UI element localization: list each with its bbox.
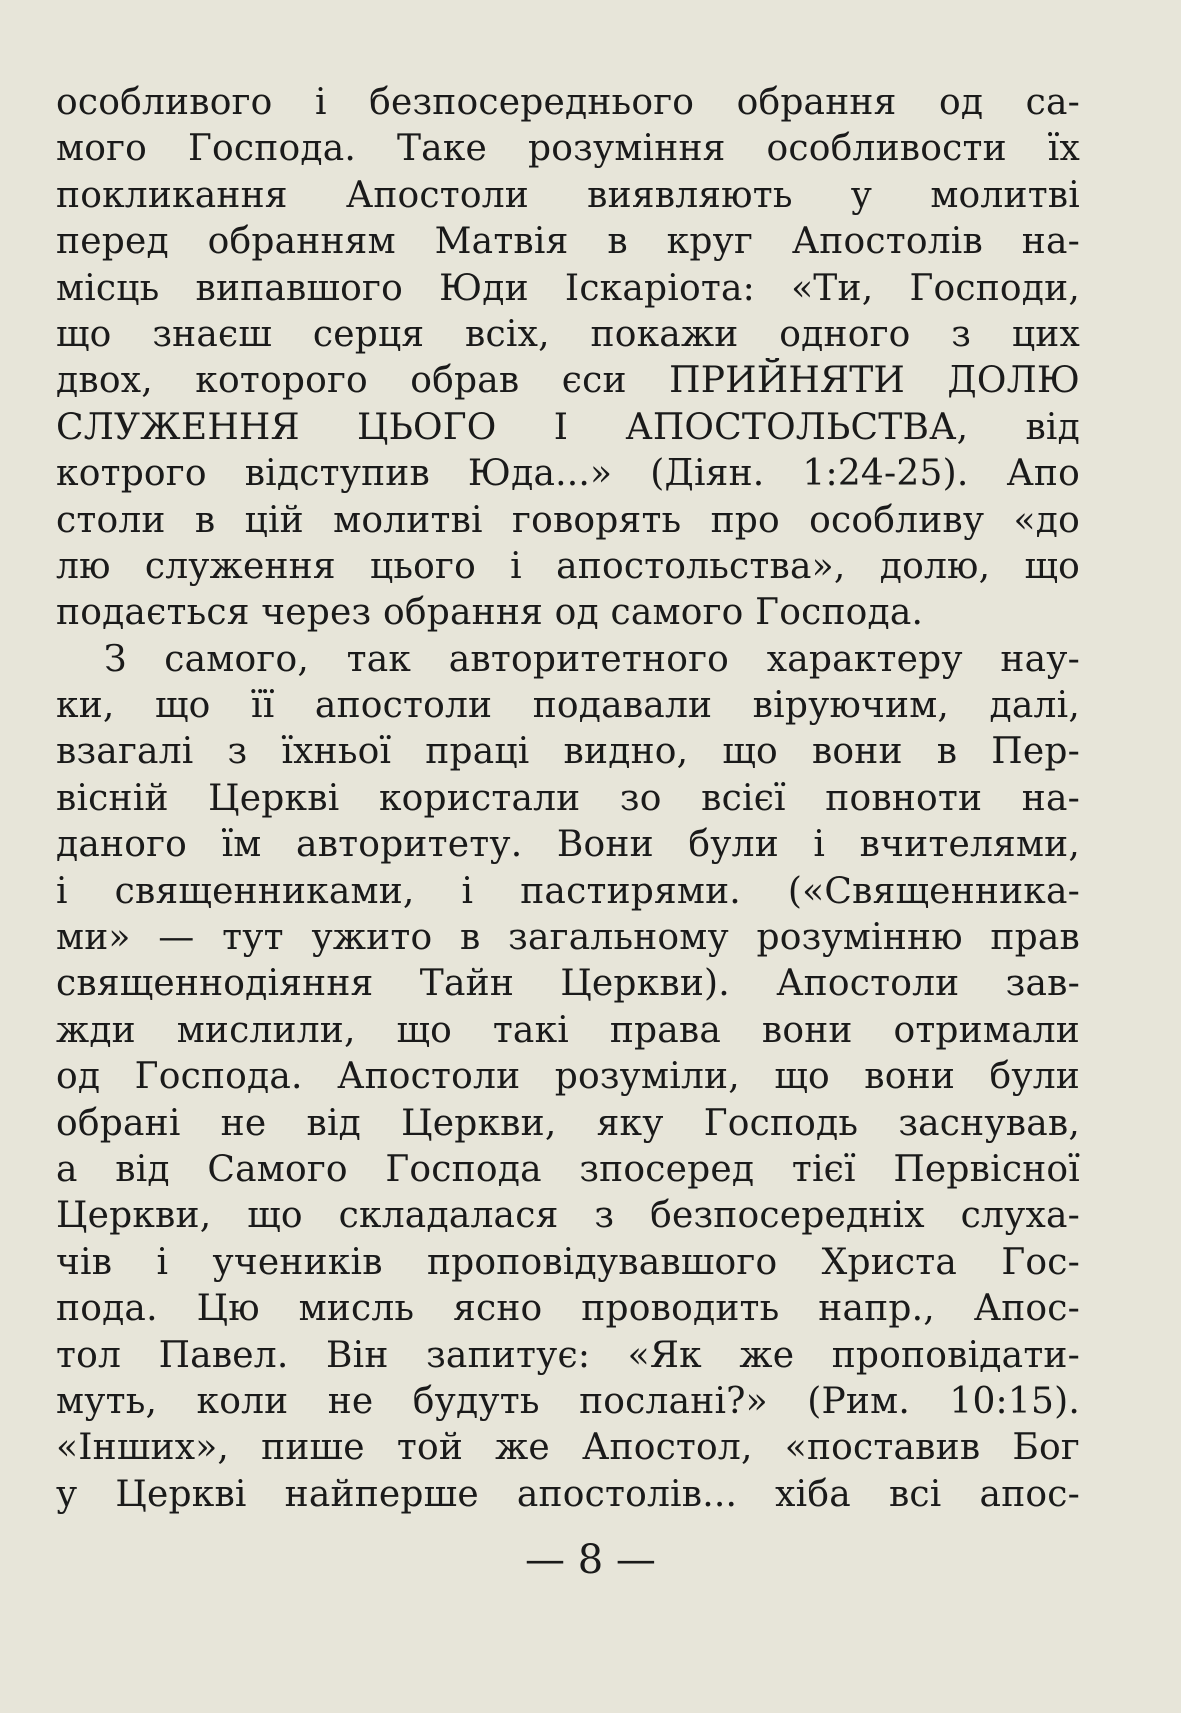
text-line: що знаєш серця всіх, покажи одного з цих <box>56 313 1080 355</box>
text-line: обрані не від Церкви, яку Господь заснував, <box>56 1102 1080 1144</box>
text-line: даного їм авторитету. Вони були і вчителями, <box>56 824 1080 866</box>
text-line: чів і учеників проповідувавшого Христа Гос- <box>56 1241 1080 1283</box>
text-line: мого Господа. Таке розуміння особливости їх <box>56 128 1080 170</box>
text-line: пода. Цю мисль ясно проводить напр., Апос- <box>56 1288 1080 1330</box>
text-line: двох, которого обрав єси ПРИЙНЯТИ ДОЛЮ <box>56 360 1080 402</box>
text-line: муть, коли не будуть послані?» (Рим. 10:15). <box>56 1380 1080 1422</box>
page-number: — 8 — <box>525 1537 656 1583</box>
text-line: тол Павел. Він запитує: «Як же проповідати- <box>56 1334 1080 1376</box>
text-line: столи в цій молитві говорять про особливу «до <box>56 499 1080 541</box>
text-line: у Церкві найперше апостолів... хіба всі апос- <box>56 1473 1080 1515</box>
text-line: З самого, так авторитетного характеру нау- <box>104 638 1080 680</box>
text-line: взагалі з їхньої праці видно, що вони в Пер- <box>56 731 1080 773</box>
text-line: ми» — тут ужито в загальному розумінню прав <box>56 917 1080 959</box>
text-line: од Господа. Апостоли розуміли, що вони були <box>56 1056 1080 1098</box>
text-line: подається через обрання од самого Господа. <box>56 592 924 634</box>
text-line: і священниками, і пастирями. («Священника- <box>56 870 1080 912</box>
text-line: а від Самого Господа зпосеред тієї Первісної <box>56 1148 1080 1190</box>
text-line: особливого і безпосереднього обрання од са- <box>56 82 1080 123</box>
text-line: лю служення цього і апостольства», долю, що <box>56 545 1080 587</box>
text-line: ки, що її апостоли подавали віруючим, далі, <box>56 685 1080 727</box>
body-text <box>56 80 1080 1518</box>
text-line: вісній Церкві користали зо всієї повноти на- <box>56 777 1080 819</box>
text-line: покликання Апостоли виявляють у молитві <box>56 174 1080 216</box>
text-line: Церкви, що складалася з безпосередніх слуха- <box>56 1195 1080 1237</box>
text-line: священнодіяння Тайн Церкви). Апостоли зав- <box>56 963 1080 1005</box>
text-line: жди мислили, що такі права вони отримали <box>56 1009 1080 1051</box>
text-line: перед обранням Матвія в круг Апостолів на- <box>56 221 1080 263</box>
text-line: котрого відступив Юда...» (Діян. 1:24-25). Апо <box>56 453 1080 495</box>
text-line: СЛУЖЕННЯ ЦЬОГО І АПОСТОЛЬСТВА, від <box>56 406 1080 448</box>
text-line: «Інших», пише той же Апостол, «поставив Бог <box>56 1427 1080 1469</box>
text-line: місць випавшого Юди Іскаріота: «Ти, Господи, <box>56 267 1080 309</box>
